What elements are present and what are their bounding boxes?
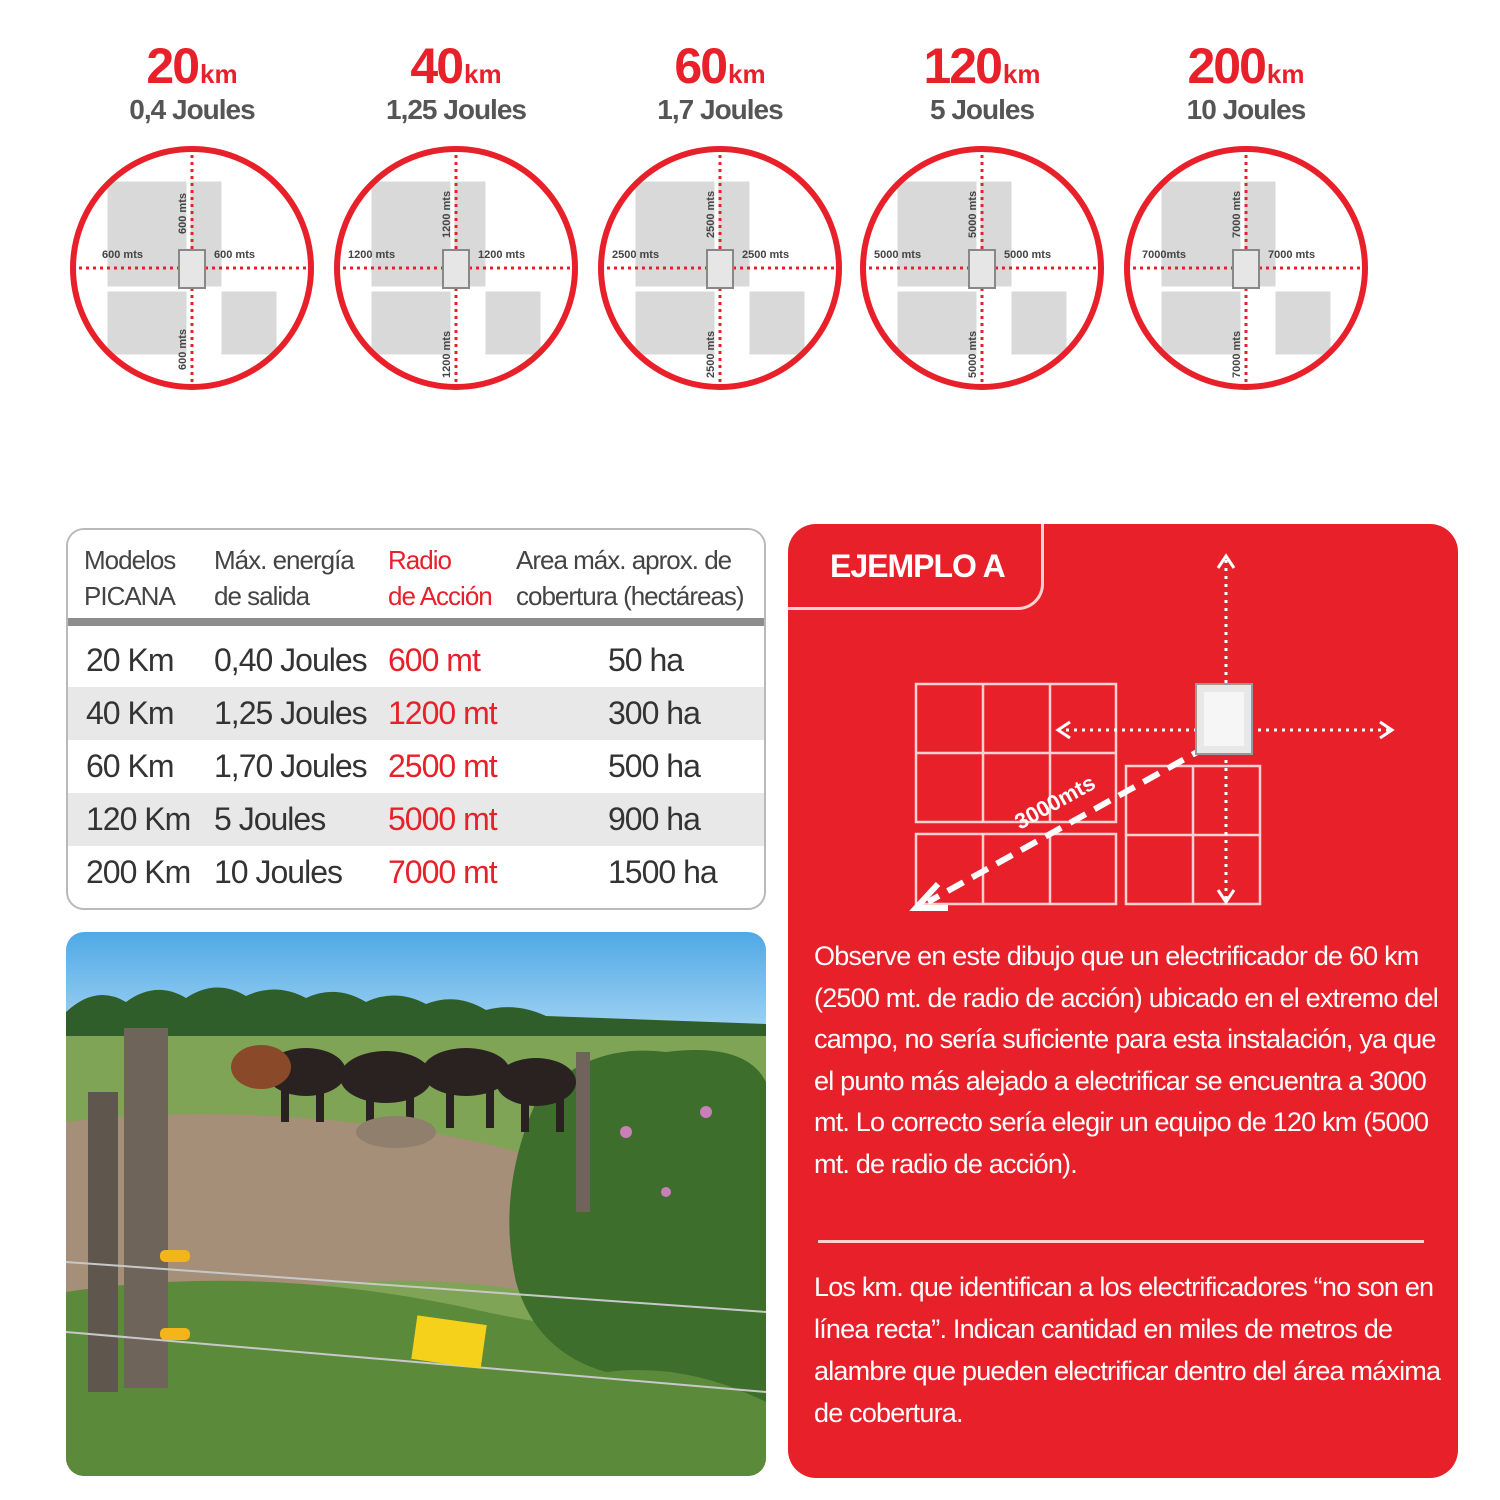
cell-model: 60 Km	[86, 748, 174, 784]
diagram-120km	[852, 30, 1112, 410]
cell-model: 40 Km	[86, 695, 174, 731]
label-left: 5000 mts	[874, 249, 922, 261]
cell-energy: 0,40 Joules	[214, 642, 367, 678]
cell-model: 20 Km	[86, 642, 174, 678]
diagram-km-title: 40km	[410, 38, 502, 94]
label-bottom: 2500 mts	[705, 330, 717, 378]
table-row	[68, 740, 764, 793]
radius-diagram	[326, 138, 586, 398]
diagram-joules: 1,25 Joules	[386, 94, 526, 125]
label-left: 7000mts	[1142, 249, 1187, 261]
cell-energy: 1,70 Joules	[214, 748, 367, 784]
label-top: 1200 mts	[441, 190, 453, 238]
cell-energy: 5 Joules	[214, 801, 326, 837]
diagram-joules: 10 Joules	[1186, 94, 1306, 125]
table-row	[68, 634, 764, 687]
radius-diagram	[590, 138, 850, 398]
cell-area: 50 ha	[608, 642, 684, 678]
diagram-km-title: 120km	[923, 38, 1041, 94]
table-header	[68, 530, 764, 626]
example-paragraph-1: Observe en este dibujo que un electrificador de 60 km (2500 mt. de radio de acción) ubicado en el extremo del campo, no sería suficiente para esta instalación, ya que el punto más alejado a electrificar se encuentra a 3000 mt. Lo correcto sería elegir un equipo de 120 km (5000 mt. de radio de acción).	[814, 941, 1438, 1179]
label-bottom: 7000 mts	[1231, 330, 1243, 378]
header-energy: Máx. energía de salida	[214, 545, 354, 611]
cell-area: 900 ha	[608, 801, 700, 837]
diagram-60km	[590, 30, 850, 410]
cell-energy: 1,25 Joules	[214, 695, 367, 731]
example-title: EJEMPLO A	[830, 548, 1005, 584]
cell-area: 1500 ha	[608, 854, 717, 890]
cell-model: 200 Km	[86, 854, 191, 890]
diagram-200km	[1116, 30, 1376, 410]
diagram-km-title: 200km	[1187, 38, 1305, 94]
cell-radius: 5000 mt	[388, 801, 497, 837]
cell-radius: 1200 mt	[388, 695, 497, 731]
label-left: 1200 mts	[348, 249, 396, 261]
cattle-field-photo	[66, 932, 766, 1476]
models-table	[66, 528, 766, 910]
label-bottom: 5000 mts	[967, 330, 979, 378]
label-left: 600 mts	[102, 249, 143, 261]
radius-diagram	[1116, 138, 1376, 398]
diagram-joules: 5 Joules	[929, 94, 1035, 125]
example-panel	[788, 524, 1458, 1478]
diagram-20km	[62, 30, 322, 410]
table-row	[68, 846, 764, 899]
photo-illustration	[66, 932, 766, 1476]
label-bottom: 600 mts	[177, 329, 189, 370]
cell-area: 500 ha	[608, 748, 700, 784]
cell-model: 120 Km	[86, 801, 191, 837]
diagram-40km	[326, 30, 586, 410]
label-top: 2500 mts	[705, 190, 717, 238]
table-row	[68, 793, 764, 846]
label-top: 600 mts	[177, 193, 189, 234]
cell-energy: 10 Joules	[214, 854, 342, 890]
table-row	[68, 687, 764, 740]
header-radius: Radio de Acción	[388, 545, 492, 611]
label-right: 1200 mts	[478, 249, 526, 261]
radius-diagram	[62, 138, 322, 398]
distance-label: 3000mts	[1010, 769, 1100, 835]
example-diagram	[788, 524, 1458, 944]
label-right: 2500 mts	[742, 249, 790, 261]
cell-radius: 7000 mt	[388, 854, 497, 890]
header-models: Modelos PICANA	[84, 545, 176, 611]
label-right: 7000 mts	[1268, 249, 1316, 261]
label-top: 5000 mts	[967, 190, 979, 238]
label-left: 2500 mts	[612, 249, 660, 261]
label-right: 600 mts	[214, 249, 255, 261]
example-divider	[818, 1240, 1424, 1243]
diagram-km-title: 60km	[674, 38, 766, 94]
label-right: 5000 mts	[1004, 249, 1052, 261]
cell-radius: 600 mt	[388, 642, 480, 678]
label-top: 7000 mts	[1231, 190, 1243, 238]
example-paragraph-2: Los km. que identifican a los electrificadores “no son en línea recta”. Indican cantidad en miles de metros de alambre que pueden electrificar dentro del área máxima de cobertura.	[814, 1272, 1441, 1428]
header-area: Area máx. aprox. de cobertura (hectáreas)	[516, 545, 744, 611]
cell-radius: 2500 mt	[388, 748, 497, 784]
diagram-joules: 0,4 Joules	[129, 94, 255, 125]
radius-diagram	[852, 138, 1112, 398]
diagram-km-title: 20km	[146, 38, 238, 94]
label-bottom: 1200 mts	[441, 330, 453, 378]
diagram-joules: 1,7 Joules	[657, 94, 783, 125]
cell-area: 300 ha	[608, 695, 700, 731]
